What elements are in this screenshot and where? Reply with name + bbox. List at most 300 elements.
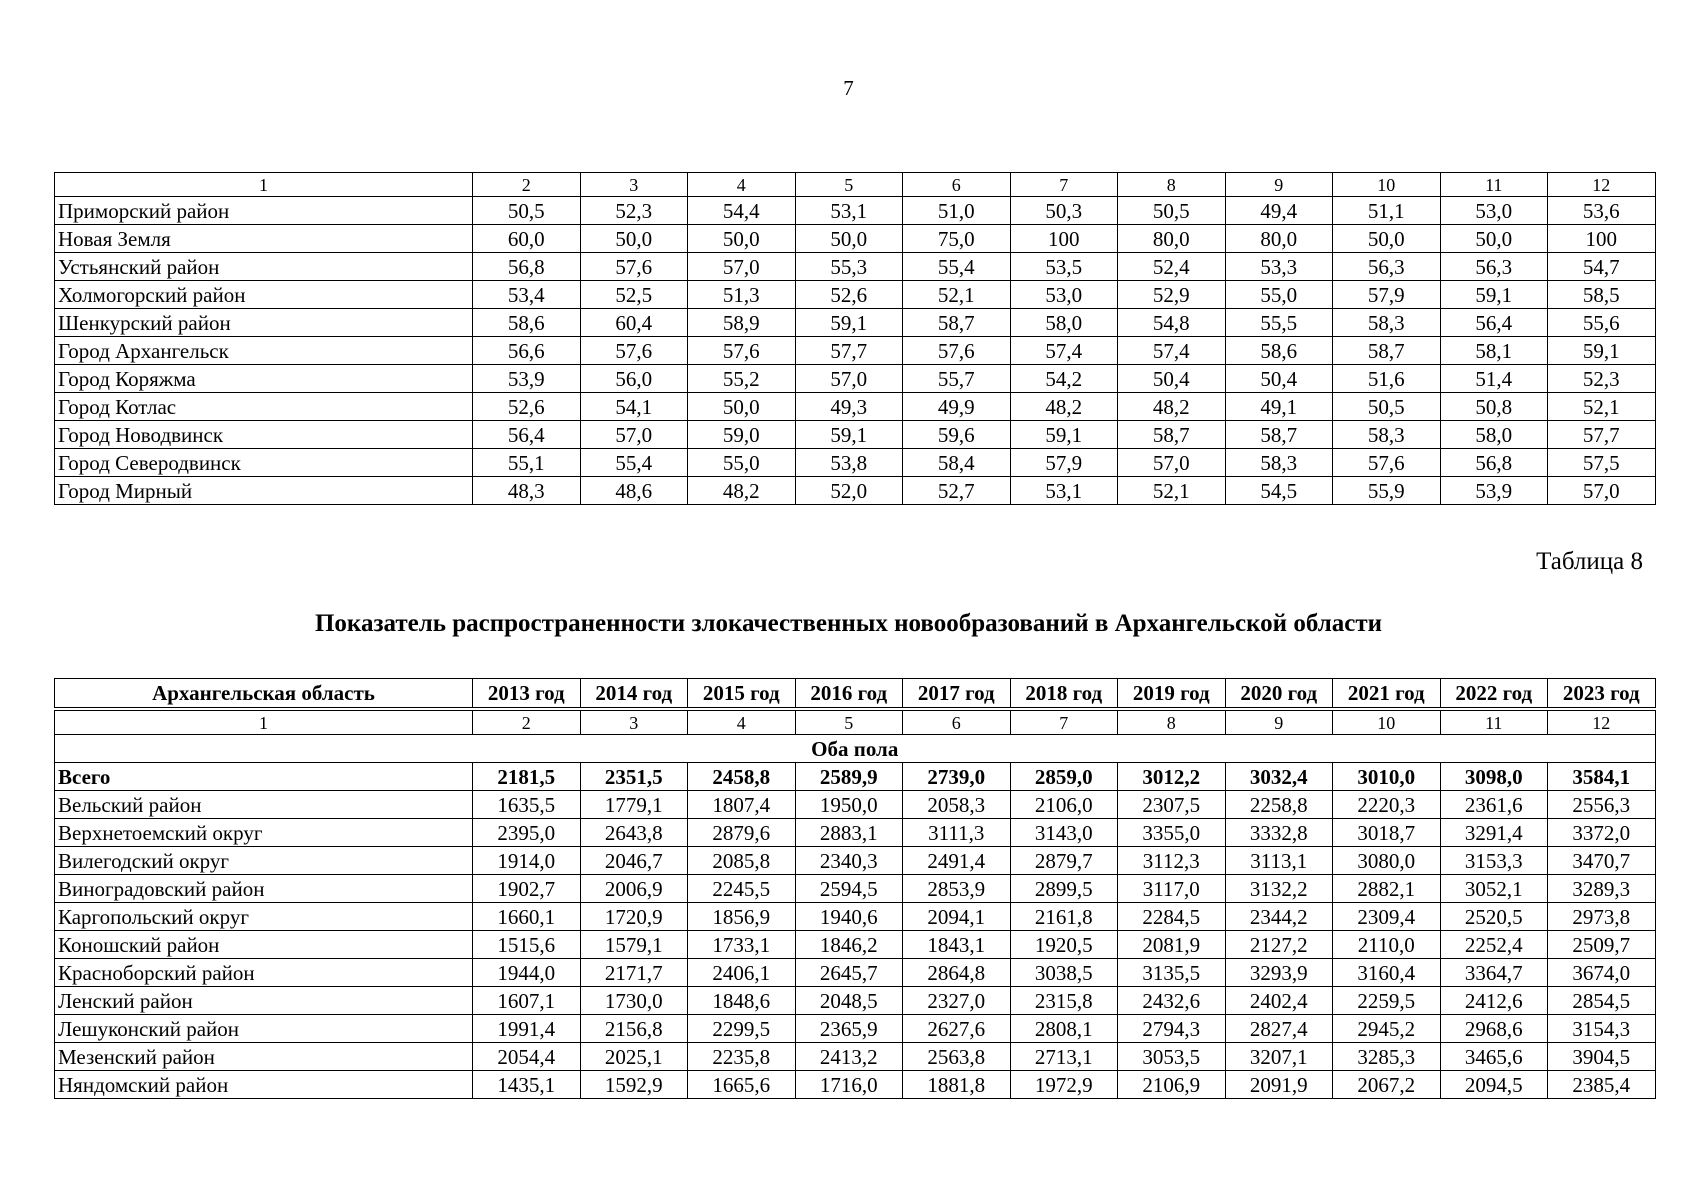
column-index-cell: 9 xyxy=(1225,709,1333,735)
value-cell: 2973,8 xyxy=(1548,903,1656,931)
value-cell: 56,4 xyxy=(1440,309,1548,337)
header-row xyxy=(55,679,1656,710)
value-cell: 2081,9 xyxy=(1118,931,1226,959)
table-row xyxy=(55,763,1656,791)
value-cell: 57,5 xyxy=(1548,449,1656,477)
value-cell: 2385,4 xyxy=(1548,1071,1656,1099)
value-cell: 1730,0 xyxy=(580,987,688,1015)
value-cell: 52,4 xyxy=(1118,253,1226,281)
value-cell: 59,1 xyxy=(1440,281,1548,309)
value-cell: 1716,0 xyxy=(795,1071,903,1099)
value-cell: 57,6 xyxy=(688,337,796,365)
value-cell: 2085,8 xyxy=(688,847,796,875)
value-cell: 55,0 xyxy=(688,449,796,477)
value-cell: 3113,1 xyxy=(1225,847,1333,875)
value-cell: 54,8 xyxy=(1118,309,1226,337)
column-header: 2022 год xyxy=(1440,679,1548,710)
value-cell: 53,9 xyxy=(1440,477,1548,505)
value-cell: 1635,5 xyxy=(473,791,581,819)
value-cell: 57,0 xyxy=(688,253,796,281)
column-header: Архангельская область xyxy=(55,679,473,710)
value-cell: 50,4 xyxy=(1118,365,1226,393)
value-cell: 1779,1 xyxy=(580,791,688,819)
value-cell: 1435,1 xyxy=(473,1071,581,1099)
value-cell: 1944,0 xyxy=(473,959,581,987)
page-number: 7 xyxy=(843,76,854,100)
value-cell: 2645,7 xyxy=(795,959,903,987)
value-cell: 58,6 xyxy=(1225,337,1333,365)
value-cell: 53,4 xyxy=(473,281,581,309)
value-cell: 2365,9 xyxy=(795,1015,903,1043)
value-cell: 2859,0 xyxy=(1010,763,1118,791)
column-index-cell: 8 xyxy=(1118,709,1226,735)
value-cell: 59,1 xyxy=(1010,421,1118,449)
table-row xyxy=(55,225,1656,253)
value-cell: 50,5 xyxy=(1333,393,1441,421)
value-cell: 3032,4 xyxy=(1225,763,1333,791)
value-cell: 3160,4 xyxy=(1333,959,1441,987)
row-label: Всего xyxy=(55,763,473,791)
column-index-cell: 1 xyxy=(55,173,473,197)
value-cell: 3080,0 xyxy=(1333,847,1441,875)
value-cell: 3207,1 xyxy=(1225,1043,1333,1071)
column-header: 2018 год xyxy=(1010,679,1118,710)
value-cell: 2556,3 xyxy=(1548,791,1656,819)
column-header: 2017 год xyxy=(903,679,1011,710)
value-cell: 57,7 xyxy=(1548,421,1656,449)
value-cell: 2252,4 xyxy=(1440,931,1548,959)
value-cell: 58,0 xyxy=(1010,309,1118,337)
value-cell: 2156,8 xyxy=(580,1015,688,1043)
value-cell: 54,7 xyxy=(1548,253,1656,281)
value-cell: 48,2 xyxy=(1118,393,1226,421)
value-cell: 1592,9 xyxy=(580,1071,688,1099)
value-cell: 57,6 xyxy=(580,253,688,281)
row-label: Устьянский район xyxy=(55,253,473,281)
value-cell: 3098,0 xyxy=(1440,763,1548,791)
value-cell: 58,3 xyxy=(1225,449,1333,477)
row-label: Коношский район xyxy=(55,931,473,959)
value-cell: 80,0 xyxy=(1118,225,1226,253)
value-cell: 53,1 xyxy=(1010,477,1118,505)
table-row xyxy=(55,477,1656,505)
value-cell: 2054,4 xyxy=(473,1043,581,1071)
table-row xyxy=(55,987,1656,1015)
value-cell: 2879,7 xyxy=(1010,847,1118,875)
value-cell: 58,4 xyxy=(903,449,1011,477)
value-cell: 80,0 xyxy=(1225,225,1333,253)
value-cell: 2509,7 xyxy=(1548,931,1656,959)
value-cell: 2284,5 xyxy=(1118,903,1226,931)
value-cell: 59,1 xyxy=(1548,337,1656,365)
column-header: 2013 год xyxy=(473,679,581,710)
column-header: 2016 год xyxy=(795,679,903,710)
value-cell: 56,3 xyxy=(1333,253,1441,281)
value-cell: 2827,4 xyxy=(1225,1015,1333,1043)
value-cell: 60,4 xyxy=(580,309,688,337)
value-cell: 57,6 xyxy=(580,337,688,365)
value-cell: 59,1 xyxy=(795,421,903,449)
value-cell: 2307,5 xyxy=(1118,791,1226,819)
column-index-cell: 4 xyxy=(688,709,796,735)
value-cell: 59,0 xyxy=(688,421,796,449)
value-cell: 49,1 xyxy=(1225,393,1333,421)
value-cell: 52,1 xyxy=(903,281,1011,309)
value-cell: 3674,0 xyxy=(1548,959,1656,987)
value-cell: 56,8 xyxy=(1440,449,1548,477)
value-cell: 3038,5 xyxy=(1010,959,1118,987)
value-cell: 53,6 xyxy=(1548,197,1656,225)
value-cell: 58,3 xyxy=(1333,309,1441,337)
value-cell: 50,0 xyxy=(1333,225,1441,253)
row-label: Город Архангельск xyxy=(55,337,473,365)
value-cell: 58,9 xyxy=(688,309,796,337)
value-cell: 50,4 xyxy=(1225,365,1333,393)
table-row xyxy=(55,847,1656,875)
table-row xyxy=(55,1071,1656,1099)
column-index-cell: 10 xyxy=(1333,173,1441,197)
value-cell: 2351,5 xyxy=(580,763,688,791)
value-cell: 2520,5 xyxy=(1440,903,1548,931)
value-cell: 1515,6 xyxy=(473,931,581,959)
value-cell: 2106,9 xyxy=(1118,1071,1226,1099)
value-cell: 2161,8 xyxy=(1010,903,1118,931)
value-cell: 3332,8 xyxy=(1225,819,1333,847)
column-index-cell: 3 xyxy=(580,173,688,197)
table-row xyxy=(55,197,1656,225)
value-cell: 48,6 xyxy=(580,477,688,505)
value-cell: 48,2 xyxy=(688,477,796,505)
value-cell: 1846,2 xyxy=(795,931,903,959)
value-cell: 54,2 xyxy=(1010,365,1118,393)
column-index-cell: 6 xyxy=(903,709,1011,735)
value-cell: 3904,5 xyxy=(1548,1043,1656,1071)
table-row xyxy=(55,959,1656,987)
value-cell: 2627,6 xyxy=(903,1015,1011,1043)
value-cell: 3470,7 xyxy=(1548,847,1656,875)
column-header: 2023 год xyxy=(1548,679,1656,710)
column-index-row xyxy=(55,709,1656,735)
value-cell: 57,0 xyxy=(1118,449,1226,477)
value-cell: 2344,2 xyxy=(1225,903,1333,931)
column-index-row xyxy=(55,173,1656,197)
row-label: Красноборский район xyxy=(55,959,473,987)
column-index-cell: 10 xyxy=(1333,709,1441,735)
value-cell: 52,3 xyxy=(1548,365,1656,393)
value-cell: 2432,6 xyxy=(1118,987,1226,1015)
value-cell: 58,0 xyxy=(1440,421,1548,449)
value-cell: 55,0 xyxy=(1225,281,1333,309)
value-cell: 57,4 xyxy=(1010,337,1118,365)
column-index-cell: 11 xyxy=(1440,173,1548,197)
value-cell: 56,0 xyxy=(580,365,688,393)
value-cell: 55,4 xyxy=(580,449,688,477)
value-cell: 2258,8 xyxy=(1225,791,1333,819)
value-cell: 53,3 xyxy=(1225,253,1333,281)
value-cell: 1902,7 xyxy=(473,875,581,903)
row-label: Город Мирный xyxy=(55,477,473,505)
value-cell: 2235,8 xyxy=(688,1043,796,1071)
table-row xyxy=(55,337,1656,365)
value-cell: 52,1 xyxy=(1548,393,1656,421)
value-cell: 1991,4 xyxy=(473,1015,581,1043)
value-cell: 57,9 xyxy=(1010,449,1118,477)
column-index-cell: 1 xyxy=(55,709,473,735)
value-cell: 50,0 xyxy=(1440,225,1548,253)
value-cell: 51,4 xyxy=(1440,365,1548,393)
value-cell: 2025,1 xyxy=(580,1043,688,1071)
value-cell: 55,7 xyxy=(903,365,1011,393)
value-cell: 2058,3 xyxy=(903,791,1011,819)
value-cell: 2181,5 xyxy=(473,763,581,791)
value-cell: 2794,3 xyxy=(1118,1015,1226,1043)
value-cell: 3010,0 xyxy=(1333,763,1441,791)
value-cell: 51,1 xyxy=(1333,197,1441,225)
value-cell: 57,4 xyxy=(1118,337,1226,365)
column-index-cell: 11 xyxy=(1440,709,1548,735)
value-cell: 59,1 xyxy=(795,309,903,337)
value-cell: 2882,1 xyxy=(1333,875,1441,903)
table-row xyxy=(55,253,1656,281)
value-cell: 58,1 xyxy=(1440,337,1548,365)
value-cell: 48,3 xyxy=(473,477,581,505)
value-cell: 52,6 xyxy=(473,393,581,421)
value-cell: 2854,5 xyxy=(1548,987,1656,1015)
value-cell: 52,7 xyxy=(903,477,1011,505)
value-cell: 52,3 xyxy=(580,197,688,225)
value-cell: 2259,5 xyxy=(1333,987,1441,1015)
value-cell: 48,2 xyxy=(1010,393,1118,421)
table-row xyxy=(55,421,1656,449)
value-cell: 2110,0 xyxy=(1333,931,1441,959)
column-header: 2021 год xyxy=(1333,679,1441,710)
table-row xyxy=(55,819,1656,847)
value-cell: 58,7 xyxy=(1333,337,1441,365)
value-cell: 75,0 xyxy=(903,225,1011,253)
value-cell: 60,0 xyxy=(473,225,581,253)
value-cell: 1720,9 xyxy=(580,903,688,931)
column-header: 2020 год xyxy=(1225,679,1333,710)
value-cell: 1920,5 xyxy=(1010,931,1118,959)
value-cell: 1843,1 xyxy=(903,931,1011,959)
value-cell: 2127,2 xyxy=(1225,931,1333,959)
row-label: Вилегодский округ xyxy=(55,847,473,875)
value-cell: 2245,5 xyxy=(688,875,796,903)
value-cell: 53,1 xyxy=(795,197,903,225)
value-cell: 58,6 xyxy=(473,309,581,337)
value-cell: 50,0 xyxy=(795,225,903,253)
column-index-cell: 4 xyxy=(688,173,796,197)
section-row xyxy=(55,735,1656,763)
value-cell: 1950,0 xyxy=(795,791,903,819)
value-cell: 2395,0 xyxy=(473,819,581,847)
value-cell: 3364,7 xyxy=(1440,959,1548,987)
value-cell: 3012,2 xyxy=(1118,763,1226,791)
value-cell: 3289,3 xyxy=(1548,875,1656,903)
value-cell: 1940,6 xyxy=(795,903,903,931)
value-cell: 50,3 xyxy=(1010,197,1118,225)
row-label: Город Котлас xyxy=(55,393,473,421)
column-index-cell: 5 xyxy=(795,709,903,735)
value-cell: 2309,4 xyxy=(1333,903,1441,931)
value-cell: 100 xyxy=(1010,225,1118,253)
table-row xyxy=(55,393,1656,421)
value-cell: 55,3 xyxy=(795,253,903,281)
table-row xyxy=(55,309,1656,337)
value-cell: 50,0 xyxy=(580,225,688,253)
value-cell: 2220,3 xyxy=(1333,791,1441,819)
value-cell: 2968,6 xyxy=(1440,1015,1548,1043)
value-cell: 2883,1 xyxy=(795,819,903,847)
value-cell: 2808,1 xyxy=(1010,1015,1118,1043)
value-cell: 53,9 xyxy=(473,365,581,393)
value-cell: 53,0 xyxy=(1010,281,1118,309)
value-cell: 2589,9 xyxy=(795,763,903,791)
value-cell: 53,0 xyxy=(1440,197,1548,225)
value-cell: 2094,5 xyxy=(1440,1071,1548,1099)
value-cell: 1733,1 xyxy=(688,931,796,959)
column-header: 2015 год xyxy=(688,679,796,710)
row-label: Лешуконский район xyxy=(55,1015,473,1043)
value-cell: 2402,4 xyxy=(1225,987,1333,1015)
value-cell: 2739,0 xyxy=(903,763,1011,791)
value-cell: 1579,1 xyxy=(580,931,688,959)
value-cell: 3584,1 xyxy=(1548,763,1656,791)
value-cell: 55,2 xyxy=(688,365,796,393)
value-cell: 58,5 xyxy=(1548,281,1656,309)
section-label: Оба пола xyxy=(55,735,1656,763)
value-cell: 57,0 xyxy=(1548,477,1656,505)
value-cell: 49,3 xyxy=(795,393,903,421)
column-index-cell: 8 xyxy=(1118,173,1226,197)
value-cell: 2048,5 xyxy=(795,987,903,1015)
value-cell: 3355,0 xyxy=(1118,819,1226,847)
value-cell: 49,4 xyxy=(1225,197,1333,225)
value-cell: 2594,5 xyxy=(795,875,903,903)
value-cell: 2006,9 xyxy=(580,875,688,903)
row-label: Верхнетоемский округ xyxy=(55,819,473,847)
value-cell: 50,8 xyxy=(1440,393,1548,421)
value-cell: 3018,7 xyxy=(1333,819,1441,847)
value-cell: 55,5 xyxy=(1225,309,1333,337)
value-cell: 2945,2 xyxy=(1333,1015,1441,1043)
value-cell: 55,9 xyxy=(1333,477,1441,505)
value-cell: 2713,1 xyxy=(1010,1043,1118,1071)
table-row xyxy=(55,281,1656,309)
value-cell: 3153,3 xyxy=(1440,847,1548,875)
value-cell: 49,9 xyxy=(903,393,1011,421)
column-index-cell: 3 xyxy=(580,709,688,735)
table-row xyxy=(55,1043,1656,1071)
value-cell: 52,1 xyxy=(1118,477,1226,505)
row-label: Шенкурский район xyxy=(55,309,473,337)
value-cell: 2094,1 xyxy=(903,903,1011,931)
value-cell: 3154,3 xyxy=(1548,1015,1656,1043)
value-cell: 52,9 xyxy=(1118,281,1226,309)
value-cell: 3132,2 xyxy=(1225,875,1333,903)
value-cell: 2091,9 xyxy=(1225,1071,1333,1099)
table-title: Показатель распространенности злокачественных новообразований в Архангельской области xyxy=(314,610,1383,637)
value-cell: 2899,5 xyxy=(1010,875,1118,903)
value-cell: 2361,6 xyxy=(1440,791,1548,819)
value-cell: 3285,3 xyxy=(1333,1043,1441,1071)
value-cell: 3111,3 xyxy=(903,819,1011,847)
value-cell: 54,5 xyxy=(1225,477,1333,505)
row-label: Город Северодвинск xyxy=(55,449,473,477)
value-cell: 1660,1 xyxy=(473,903,581,931)
row-label: Холмогорский район xyxy=(55,281,473,309)
table-row xyxy=(55,365,1656,393)
value-cell: 55,4 xyxy=(903,253,1011,281)
value-cell: 50,0 xyxy=(688,225,796,253)
value-cell: 3052,1 xyxy=(1440,875,1548,903)
value-cell: 56,4 xyxy=(473,421,581,449)
value-cell: 58,7 xyxy=(1118,421,1226,449)
value-cell: 56,3 xyxy=(1440,253,1548,281)
value-cell: 57,6 xyxy=(903,337,1011,365)
table-continuation xyxy=(54,172,1656,505)
value-cell: 2413,2 xyxy=(795,1043,903,1071)
row-label: Ленский район xyxy=(55,987,473,1015)
value-cell: 3053,5 xyxy=(1118,1043,1226,1071)
column-index-cell: 7 xyxy=(1010,173,1118,197)
value-cell: 1914,0 xyxy=(473,847,581,875)
column-index-cell: 5 xyxy=(795,173,903,197)
value-cell: 2067,2 xyxy=(1333,1071,1441,1099)
value-cell: 50,5 xyxy=(1118,197,1226,225)
value-cell: 2106,0 xyxy=(1010,791,1118,819)
row-label: Виноградовский район xyxy=(55,875,473,903)
value-cell: 2563,8 xyxy=(903,1043,1011,1071)
value-cell: 55,6 xyxy=(1548,309,1656,337)
table-row xyxy=(55,791,1656,819)
value-cell: 51,0 xyxy=(903,197,1011,225)
value-cell: 3372,0 xyxy=(1548,819,1656,847)
value-cell: 56,8 xyxy=(473,253,581,281)
value-cell: 2340,3 xyxy=(795,847,903,875)
value-cell: 2491,4 xyxy=(903,847,1011,875)
value-cell: 50,0 xyxy=(688,393,796,421)
value-cell: 2864,8 xyxy=(903,959,1011,987)
value-cell: 1972,9 xyxy=(1010,1071,1118,1099)
value-cell: 1881,8 xyxy=(903,1071,1011,1099)
value-cell: 3117,0 xyxy=(1118,875,1226,903)
value-cell: 2299,5 xyxy=(688,1015,796,1043)
value-cell: 2315,8 xyxy=(1010,987,1118,1015)
value-cell: 53,5 xyxy=(1010,253,1118,281)
value-cell: 1807,4 xyxy=(688,791,796,819)
row-label: Мезенский район xyxy=(55,1043,473,1071)
value-cell: 58,7 xyxy=(903,309,1011,337)
value-cell: 1665,6 xyxy=(688,1071,796,1099)
value-cell: 3465,6 xyxy=(1440,1043,1548,1071)
column-index-cell: 12 xyxy=(1548,709,1656,735)
value-cell: 1607,1 xyxy=(473,987,581,1015)
value-cell: 58,7 xyxy=(1225,421,1333,449)
value-cell: 3135,5 xyxy=(1118,959,1226,987)
table-row xyxy=(55,1015,1656,1043)
column-header: 2019 год xyxy=(1118,679,1226,710)
row-label: Вельский район xyxy=(55,791,473,819)
value-cell: 52,6 xyxy=(795,281,903,309)
value-cell: 2458,8 xyxy=(688,763,796,791)
value-cell: 100 xyxy=(1548,225,1656,253)
value-cell: 2327,0 xyxy=(903,987,1011,1015)
value-cell: 51,6 xyxy=(1333,365,1441,393)
table-caption: Таблица 8 xyxy=(1536,548,1643,575)
table-row xyxy=(55,875,1656,903)
value-cell: 2412,6 xyxy=(1440,987,1548,1015)
